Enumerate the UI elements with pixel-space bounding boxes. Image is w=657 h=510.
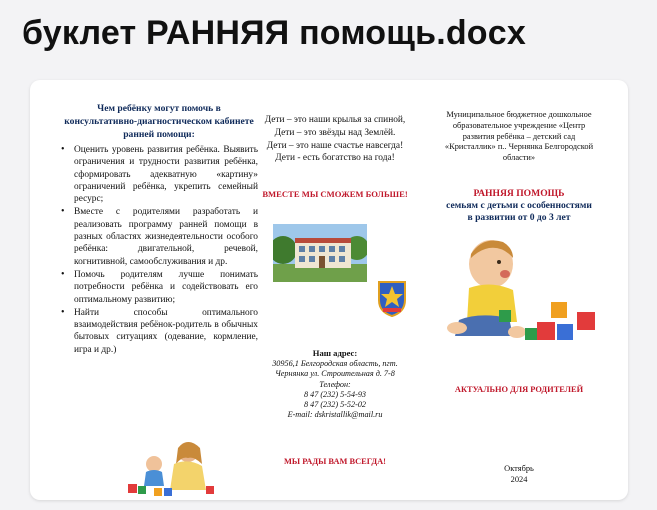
address-line: E-mail: dskristallik@mail.ru (287, 410, 383, 420)
poem-line: Дети – это наше счастье навсегда! (266, 140, 404, 151)
document-title: буклет РАННЯЯ помощь.docx (22, 14, 526, 52)
address-heading: Наш адрес: (312, 348, 358, 358)
address-line: 8 47 (232) 5-54-93 (303, 389, 367, 399)
org-line: Муниципальное бюджетное дошкольное (446, 110, 592, 119)
publication-date (425, 464, 613, 485)
date-month: Октябрь (504, 464, 534, 473)
booklet-subtitle-line: семьям с детьми с особенностями (446, 200, 592, 211)
date-year: 2024 (510, 474, 528, 484)
together-slogan: ВМЕСТЕ МЫ СМОЖЕМ БОЛЬШЕ! (262, 189, 408, 199)
org-line: области» (502, 153, 536, 163)
relevant-slogan: АКТУАЛЬНО ДЛЯ РОДИТЕЛЕЙ (454, 385, 584, 394)
crest-emblem-icon (375, 278, 409, 318)
booklet-title (425, 188, 613, 224)
booklet-column-middle (255, 80, 415, 500)
document-preview[interactable] (30, 80, 628, 500)
org-line: «Кристаллик» п.. Чернянка Белгородской (444, 142, 594, 152)
poem-line: Дети – это наши крылья за спиной, (264, 115, 406, 125)
list-item: • Вместе с родителями разработать и реализовать программу ранней помощи в разных областях жизнедеятельности особого ребёнка: двигательной, речевой, когнитивной, самообслуживания и др. (60, 206, 258, 267)
poem (255, 114, 415, 165)
glad-slogan: МЫ РАДЫ ВАМ ВСЕГДА! (284, 457, 386, 466)
address-line: 8 47 (232) 5-52-02 (303, 400, 367, 410)
address-line: Чернянка ул. Строительная д. 7-8 (275, 369, 395, 379)
poem-line: Дети - есть богатство на года! (275, 153, 395, 164)
poem-line: Дети – это звёзды над Землёй. (274, 127, 396, 138)
kindergarten-building-photo (273, 224, 367, 282)
booklet-title-main: РАННЯЯ ПОМОЩЬ (473, 188, 565, 199)
booklet-column-left (60, 80, 258, 500)
toddler-with-blocks-icon (439, 232, 603, 347)
list-item: • Оценить уровень развития ребёнка. Выявить ограничения и трудности развития ребёнка, сформировать адекватную «картину» ограничений ребёнка, укрепить семейный ресурс; (60, 144, 258, 205)
list-item: • Найти способы оптимального взаимодействия ребёнок-родитель в обычных бытовых ситуациях (одевание, кормление, игра и др.) (60, 307, 258, 356)
address-line: 30956,1 Белгородская область, пгт. (272, 359, 398, 368)
help-heading: Чем ребёнку могут помочь в консультативно-диагностическом кабинете ранней помощи: (64, 103, 254, 140)
address-block (255, 359, 415, 421)
org-line: образовательное учреждение «Центр (452, 120, 586, 130)
booklet-column-right (425, 80, 613, 500)
help-bullet-list (60, 144, 258, 357)
list-item: • Помочь родителям лучше понимать потребности ребёнка и содействовать его оптимальному развитию; (60, 269, 258, 306)
booklet-subtitle-line: в развитии от 0 до 3 лет (467, 212, 571, 223)
address-line: Телефон: (319, 379, 351, 389)
org-line: развития ребёнка – детский сад (462, 131, 576, 141)
mother-child-playing-icon (118, 438, 218, 498)
organization-name (425, 110, 613, 164)
